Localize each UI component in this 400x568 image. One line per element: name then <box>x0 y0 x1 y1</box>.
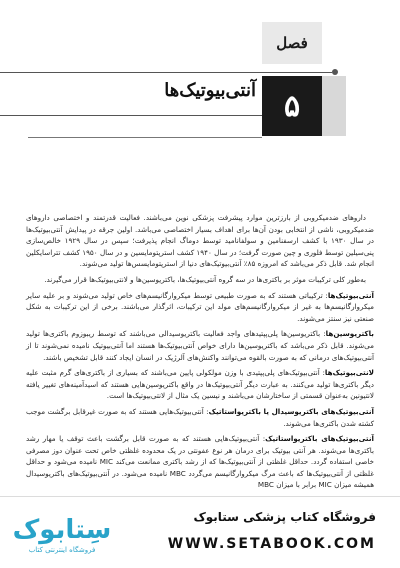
store-url[interactable]: WWW.SETABOOK.COM <box>167 536 376 552</box>
chapter-header <box>0 0 400 200</box>
paragraph-intro: داروهای ضدمیکروبی از بارزترین موارد پیشرفت پزشکی نوین می‌باشند. فعالیت قدرتمند و اختصاصی داروهای ضدمیکروبی، ناشی از انتخابی بودن آن‌ها برای اهداف بسیار اختصاصی می‌باشد. اولین جرقه در پیدایش آنتی‌بیوتیک‌ها در سال ۱۹۳۰ با کشف ارسفنامین و سولفانامید توسط دوماگ انجام پذیرفت؛ سپس در سال ۱۹۲۹ خالص‌سازی پنی‌سیلین توسط فلوری و چین صورت گرفت؛ در سال ۱۹۴۰ کشف استرپتومایسین و در سال ۱۹۵۰ کشف تتراسایکلین انجام شد. قابل ذکر می‌باشد که امروزه ۸۵٪ آنتی‌بیوتیک‌های دنیا از استرپتومایسس‌ها تولید می‌شوند. <box>26 213 374 269</box>
paragraph-bacteriocins <box>26 328 374 363</box>
chapter-side-bar <box>322 76 346 136</box>
header-rule-top <box>0 72 332 73</box>
paragraph-antibiotics <box>26 290 374 325</box>
header-rule-middle <box>0 115 262 116</box>
chapter-title: آنتی‌بیوتیک‌ها <box>164 80 256 101</box>
definition-bacteriostatic: : آنتی‌بیوتیک‌هایی هستند که به صورت قابل برگشت باعث توقف یا مهار رشد باکتری‌ها می‌شوند. هر آنتی بیوتیک برای درمان هر نوع عفونتی در یک محدوده غلظتی خاص تحت عنوان دوز مصرفی خاصی استفاده گردد. حداقل غلظتی از آنتی‌بیوتیک‌ها که از رشد باکتری ممانعت می‌کند MIC نامیده می‌شود و حداقل غلظتی از آنتی‌بیوتیک‌ها که باعث مرگ میکروارگانیسم می‌گردد MBC نامیده می‌شود. در آنتی‌بیوتیک‌های باکتریوسیدال همیشه میزان MIC برابر با میزان MBC <box>26 434 375 490</box>
footer <box>0 496 400 568</box>
logo-mark: سِتابوک <box>12 515 112 545</box>
term-lantibiotics: لانتی‌بیوتیک‌ها <box>324 368 374 378</box>
term-antibiotics: آنتی‌بیوتیک‌ها <box>327 290 374 300</box>
paragraph-bacteriostatic <box>26 433 374 491</box>
footer-divider <box>0 496 400 497</box>
chapter-number: ۵ <box>283 88 301 124</box>
definition-antibiotics: : ترکیباتی هستند که به صورت طبیعی توسط میکروارگانیسم‌های خاص تولید می‌شوند و بر علیه سایر میکروارگانیسم‌ها به غیر از میکروارگانیسم‌های مولد این ترکیبات، اثرگذار می‌باشند. برخی از این ترکیبات به شکل صنعتی نیز سنتز می‌شوند. <box>26 290 374 323</box>
term-bacteriocins: باکتریوسین‌ها <box>325 329 374 339</box>
store-name: فروشگاه کتاب پزشکی ستابوک <box>193 510 376 524</box>
body-text <box>26 212 374 495</box>
definition-lantibiotics: : آنتی‌بیوتیک‌های پلی‌پپتیدی با وزن مولکولی پایین می‌باشند که بسیاری از باکتری‌های گرم مثبت علیه دیگر باکتری‌ها تولید می‌کنند. به عبارت دیگر آنتی‌بیوتیک‌ها در واقع باکتریوسین‌هایی هستند که اسیدآمینه‌های تغییر یافته لانتیونین به‌عنوان قسمتی از ساختارشان می‌باشند و نیسین یک مثال از لانتی‌بیوتیک‌ها است. <box>26 368 374 401</box>
setabook-logo <box>4 506 120 564</box>
paragraph-groups: بەطور کلی ترکیبات موثر بر باکتری‌ها در سه گروه آنتی‌بیوتیک‌ها، باکتریوسین‌ها و لانتی‌بیوتیک‌ها قرار می‌گیرند. <box>44 274 366 284</box>
chapter-number-box <box>262 76 322 136</box>
logo-tagline: فروشگاه اینترنتی کتاب <box>28 546 96 554</box>
header-rule-bottom <box>28 137 262 138</box>
paragraph-bactericidal <box>26 406 374 429</box>
term-bactericidal: آنتی‌بیوتیک‌های باکتریوسیدال یا باکتریواستاتیک <box>208 406 374 416</box>
term-bacteriostatic: آنتی‌بیوتیک‌های باکتریواستاتیک <box>265 434 374 444</box>
chapter-word: فصل <box>276 34 308 52</box>
definition-bactericidal: : آنتی‌بیوتیک‌هایی هستند که به صورت غیرقابل برگشت موجب کشته شدن باکتری‌ها می‌شوند. <box>26 406 374 428</box>
paragraph-lantibiotics <box>26 367 374 402</box>
chapter-label-box <box>262 22 322 64</box>
definition-bacteriocins: : باکتریوسین‌ها پلی‌پپتیدهای واجد فعالیت باکتریوسیدالی می‌باشند که توسط ریبوزوم باکتری‌ها تولید می‌شوند. قابل ذکر می‌باشد که باکتریوسین‌ها دارای خواص آنتی‌بیوتیک‌ها هستند اما آنتی‌بیوتیک نامیده نمی‌شوند تا از آنتی‌بیوتیک‌های درمانی که به صورت بالقوه می‌توانند واکنش‌های آلرژیک در انسان ایجاد کنند قابل تشخیص باشند. <box>26 329 374 362</box>
